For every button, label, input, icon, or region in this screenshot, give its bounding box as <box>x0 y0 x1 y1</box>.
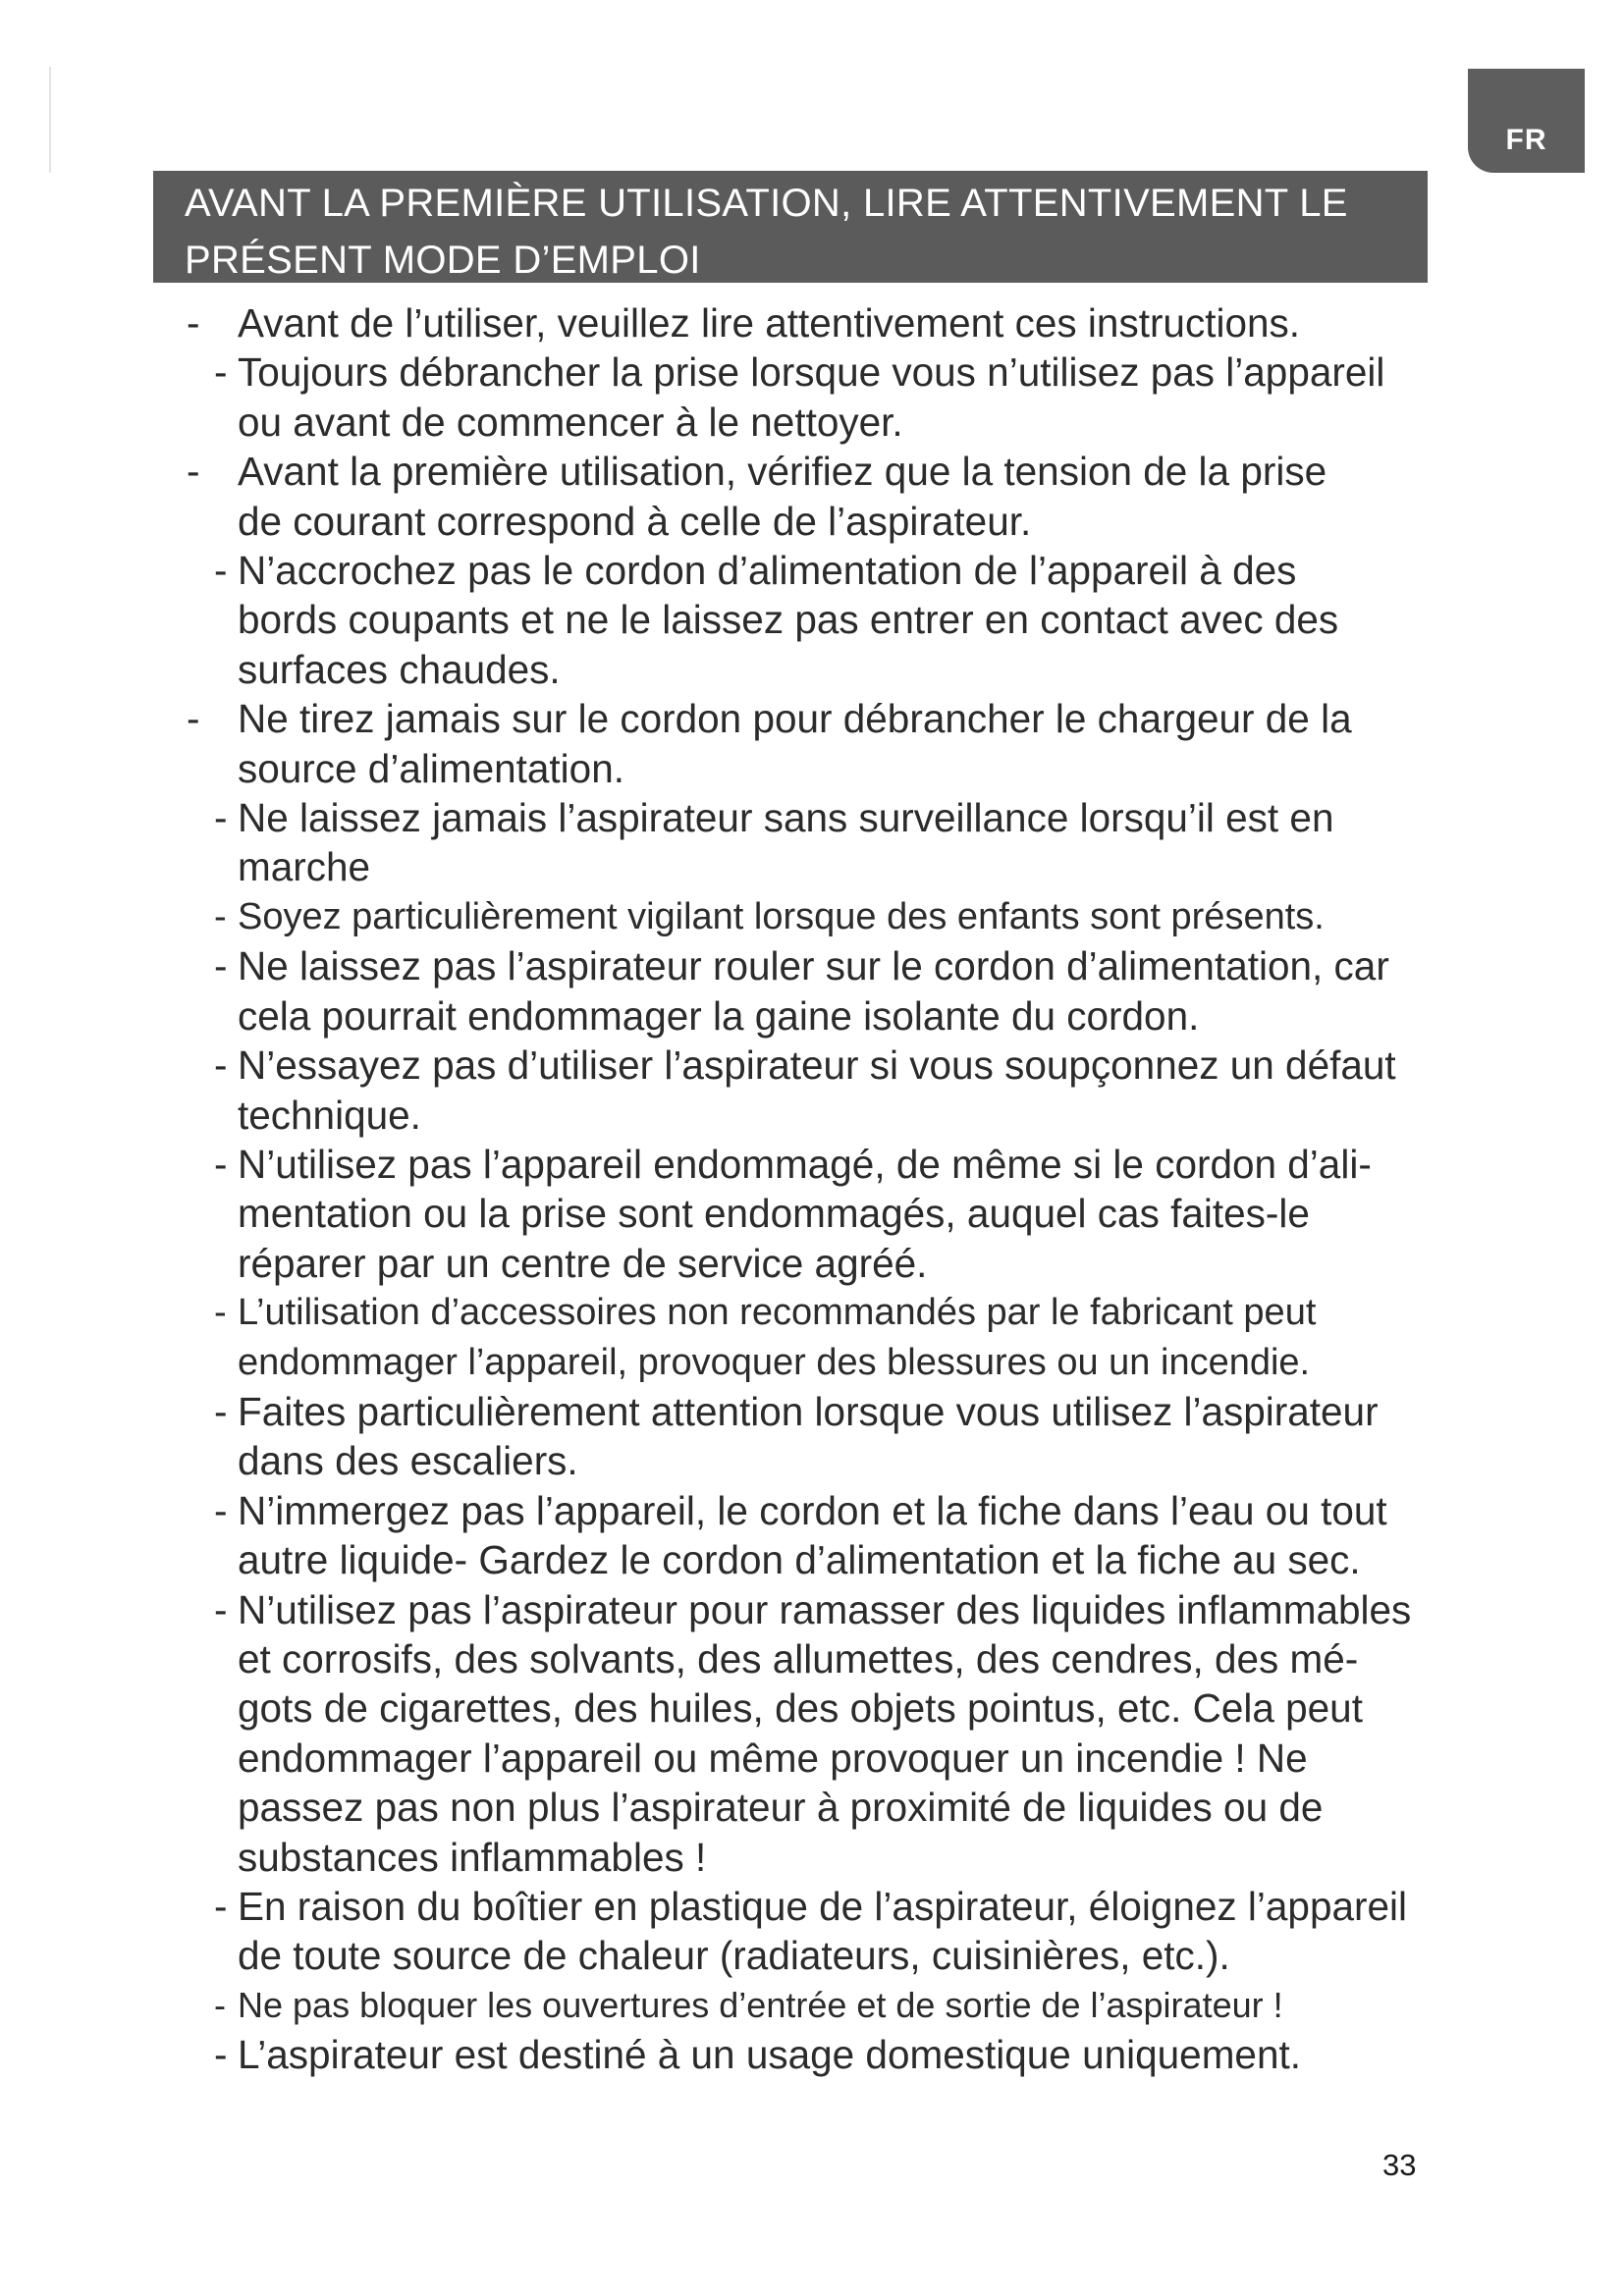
dash-bullet: - <box>214 2032 228 2078</box>
dash-bullet: - <box>187 449 200 495</box>
language-label: FR <box>1505 124 1547 156</box>
dash-bullet: - <box>214 1042 228 1089</box>
dash-bullet: - <box>187 300 200 346</box>
item-line: N’immergez pas l’appareil, le cordon et la fiche dans l’eau ou tout <box>238 1487 1387 1533</box>
item-line: passez pas non plus l’aspirateur à proximité de liquides ou de <box>238 1785 1324 1831</box>
item-line: endommager l’appareil, provoquer des blessures ou un incendie. <box>238 1341 1311 1383</box>
list-item <box>187 447 1483 546</box>
list-item <box>187 941 1483 1041</box>
dash-bullet: - <box>214 1487 228 1533</box>
list-item <box>187 2030 1483 2079</box>
list-item <box>187 892 1483 941</box>
dash-bullet: - <box>214 795 228 841</box>
dash-bullet: - <box>214 548 228 594</box>
list-item <box>187 1486 1483 1585</box>
item-line: Avant de l’utiliser, veuillez lire attentivement ces instructions. <box>238 300 1301 346</box>
item-line: Ne laissez pas l’aspirateur rouler sur le cordon d’alimentation, car <box>238 943 1389 989</box>
dash-bullet: - <box>214 1388 228 1434</box>
item-line: endommager l’appareil ou même provoquer un incendie ! Ne <box>238 1735 1308 1781</box>
list-item <box>187 1882 1483 1981</box>
item-line: technique. <box>238 1092 421 1138</box>
dash-bullet: - <box>214 1586 228 1632</box>
item-line: ou avant de commencer à le nettoyer. <box>238 399 903 445</box>
section-title-line-1: AVANT LA PREMIÈRE UTILISATION, LIRE ATTENTIVEMENT LE <box>185 182 1348 225</box>
section-title-line-2: PRÉSENT MODE D’EMPLOI <box>185 239 701 282</box>
item-line: substances inflammables ! <box>238 1834 707 1880</box>
dash-bullet: - <box>214 943 228 989</box>
item-line: de toute source de chaleur (radiateurs, cuisinières, etc.). <box>238 1933 1230 1979</box>
item-line: bords coupants et ne le laissez pas entrer en contact avec des <box>238 597 1339 643</box>
margin-rule <box>49 67 51 173</box>
list-item <box>187 1981 1483 2030</box>
dash-bullet: - <box>214 1884 228 1929</box>
dash-bullet: - <box>214 1141 228 1187</box>
item-line: Ne laissez jamais l’aspirateur sans surveillance lorsqu’il est en <box>238 795 1334 841</box>
item-line: marche <box>238 844 371 890</box>
item-line: de courant correspond à celle de l’aspirateur. <box>238 498 1032 544</box>
list-item <box>187 1585 1483 1882</box>
dash-bullet: - <box>214 895 227 937</box>
item-line: Ne tirez jamais sur le cordon pour débrancher le chargeur de la <box>238 696 1352 742</box>
page-number: 33 <box>1382 2148 1417 2182</box>
item-line: Toujours débrancher la prise lorsque vous n’utilisez pas l’appareil <box>238 349 1385 396</box>
item-line: L’utilisation d’accessoires non recommandés par le fabricant peut <box>238 1292 1317 1334</box>
item-line: N’utilisez pas l’aspirateur pour ramasser des liquides inflammables <box>238 1586 1412 1632</box>
item-line: autre liquide- Gardez le cordon d’alimentation et la fiche au sec. <box>238 1537 1361 1583</box>
list-item <box>187 298 1483 347</box>
item-line: N’utilisez pas l’appareil endommagé, de même si le cordon d’ali- <box>238 1141 1372 1187</box>
instructions-list <box>187 298 1483 2080</box>
dash-bullet: - <box>214 1984 226 2025</box>
item-line: Faites particulièrement attention lorsque vous utilisez l’aspirateur <box>238 1388 1379 1434</box>
item-line: N’essayez pas d’utiliser l’aspirateur si vous soupçonnez un défaut <box>238 1042 1396 1089</box>
list-item <box>187 1041 1483 1140</box>
item-line: L’aspirateur est destiné à un usage domestique uniquement. <box>238 2032 1301 2078</box>
list-item <box>187 1288 1483 1387</box>
dash-bullet: - <box>187 696 200 742</box>
item-line: surfaces chaudes. <box>238 646 561 692</box>
item-line: gots de cigarettes, des huiles, des objets pointus, etc. Cela peut <box>238 1685 1363 1732</box>
item-line: N’accrochez pas le cordon d’alimentation de l’appareil à des <box>238 548 1297 594</box>
item-line: et corrosifs, des solvants, des allumettes, des cendres, des mé- <box>238 1635 1359 1682</box>
section-title-bar <box>153 171 1428 283</box>
item-line: dans des escaliers. <box>238 1438 578 1484</box>
dash-bullet: - <box>214 1292 227 1334</box>
list-item <box>187 694 1483 793</box>
item-line: mentation ou la prise sont endommagés, auquel cas faites-le <box>238 1191 1310 1237</box>
list-item <box>187 1140 1483 1288</box>
item-line: En raison du boîtier en plastique de l’aspirateur, éloignez l’appareil <box>238 1884 1408 1929</box>
item-line: réparer par un centre de service agréé. <box>238 1240 928 1286</box>
item-line: source d’alimentation. <box>238 745 624 791</box>
language-tab <box>1468 69 1585 173</box>
item-line: Soyez particulièrement vigilant lorsque des enfants sont présents. <box>238 895 1325 937</box>
dash-bullet: - <box>214 349 228 396</box>
item-line: Ne pas bloquer les ouvertures d’entrée et de sortie de l’aspirateur ! <box>238 1984 1283 2025</box>
list-item <box>187 1387 1483 1486</box>
list-item <box>187 793 1483 892</box>
item-line: Avant la première utilisation, vérifiez que la tension de la prise <box>238 449 1327 495</box>
item-line: cela pourrait endommager la gaine isolante du cordon. <box>238 992 1200 1039</box>
list-item <box>187 546 1483 694</box>
list-item <box>187 347 1483 447</box>
